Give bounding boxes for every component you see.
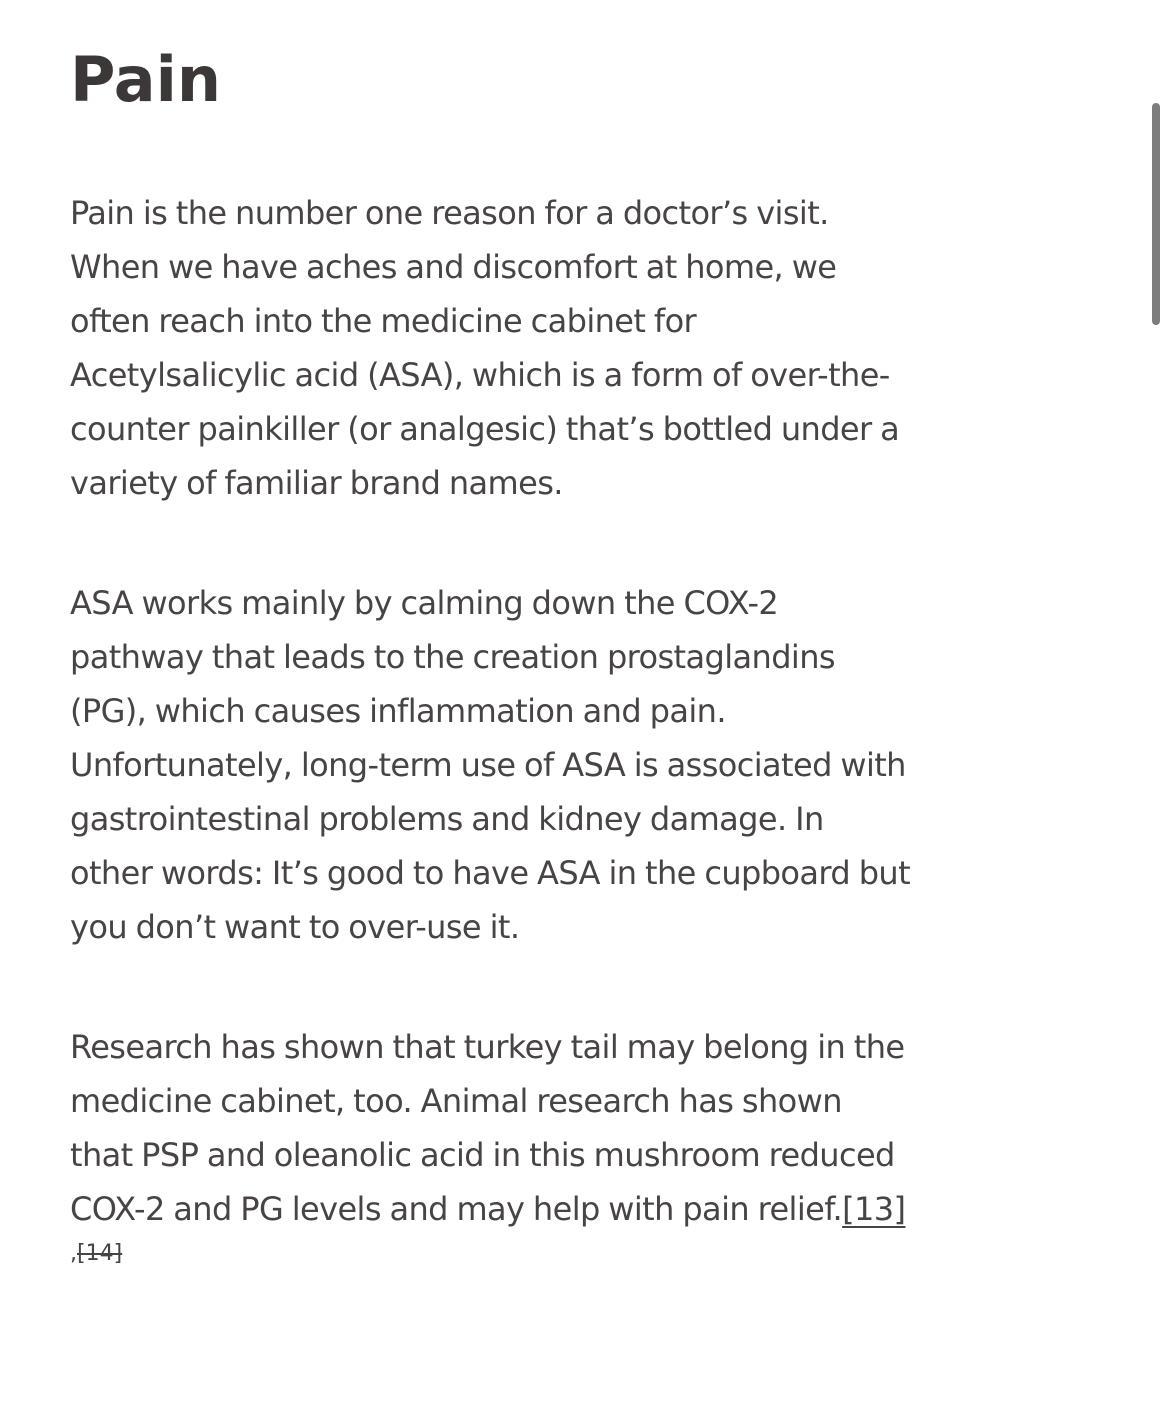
paragraph-line: Unfortunately, long-term use of ASA is associated with	[70, 746, 906, 784]
reference-link-14[interactable]: [14]	[77, 1241, 123, 1266]
scrollbar-thumb[interactable]	[1152, 103, 1160, 325]
paragraph-line-text: COX-2 and PG levels and may help with pain relief.	[70, 1190, 843, 1228]
page-title: Pain	[70, 43, 222, 116]
paragraph-line: that PSP and oleanolic acid in this mushroom reduced	[70, 1136, 895, 1174]
paragraph-line: you don’t want to over-use it.	[70, 908, 520, 946]
paragraph-intro	[70, 186, 1120, 510]
paragraph-line: often reach into the medicine cabinet for	[70, 302, 697, 340]
paragraph-line: other words: It’s good to have ASA in the cupboard but	[70, 854, 911, 892]
paragraph-line: Acetylsalicylic acid (ASA), which is a form of over-the-	[70, 356, 890, 394]
paragraph-line: When we have aches and discomfort at home, we	[70, 248, 837, 286]
paragraph-line-last	[70, 1182, 1120, 1236]
paragraph-line: pathway that leads to the creation prostaglandins	[70, 638, 835, 676]
paragraph-line: variety of familiar brand names.	[70, 464, 563, 502]
paragraph-line: ASA works mainly by calming down the COX-2	[70, 584, 779, 622]
paragraph-line: gastrointestinal problems and kidney damage. In	[70, 800, 824, 838]
paragraph-line: (PG), which causes inflammation and pain.	[70, 692, 726, 730]
reference-separator: ,	[70, 1241, 77, 1266]
reference-row	[70, 1234, 122, 1274]
paragraph-asa	[70, 576, 1120, 954]
paragraph-line: Research has shown that turkey tail may belong in the	[70, 1028, 905, 1066]
reference-link-13[interactable]: [13]	[842, 1190, 906, 1228]
paragraph-line: medicine cabinet, too. Animal research has shown	[70, 1082, 842, 1120]
paragraph-line: counter painkiller (or analgesic) that’s bottled under a	[70, 410, 900, 448]
paragraph-research	[70, 1020, 1120, 1236]
paragraph-line: Pain is the number one reason for a doctor’s visit.	[70, 194, 829, 232]
